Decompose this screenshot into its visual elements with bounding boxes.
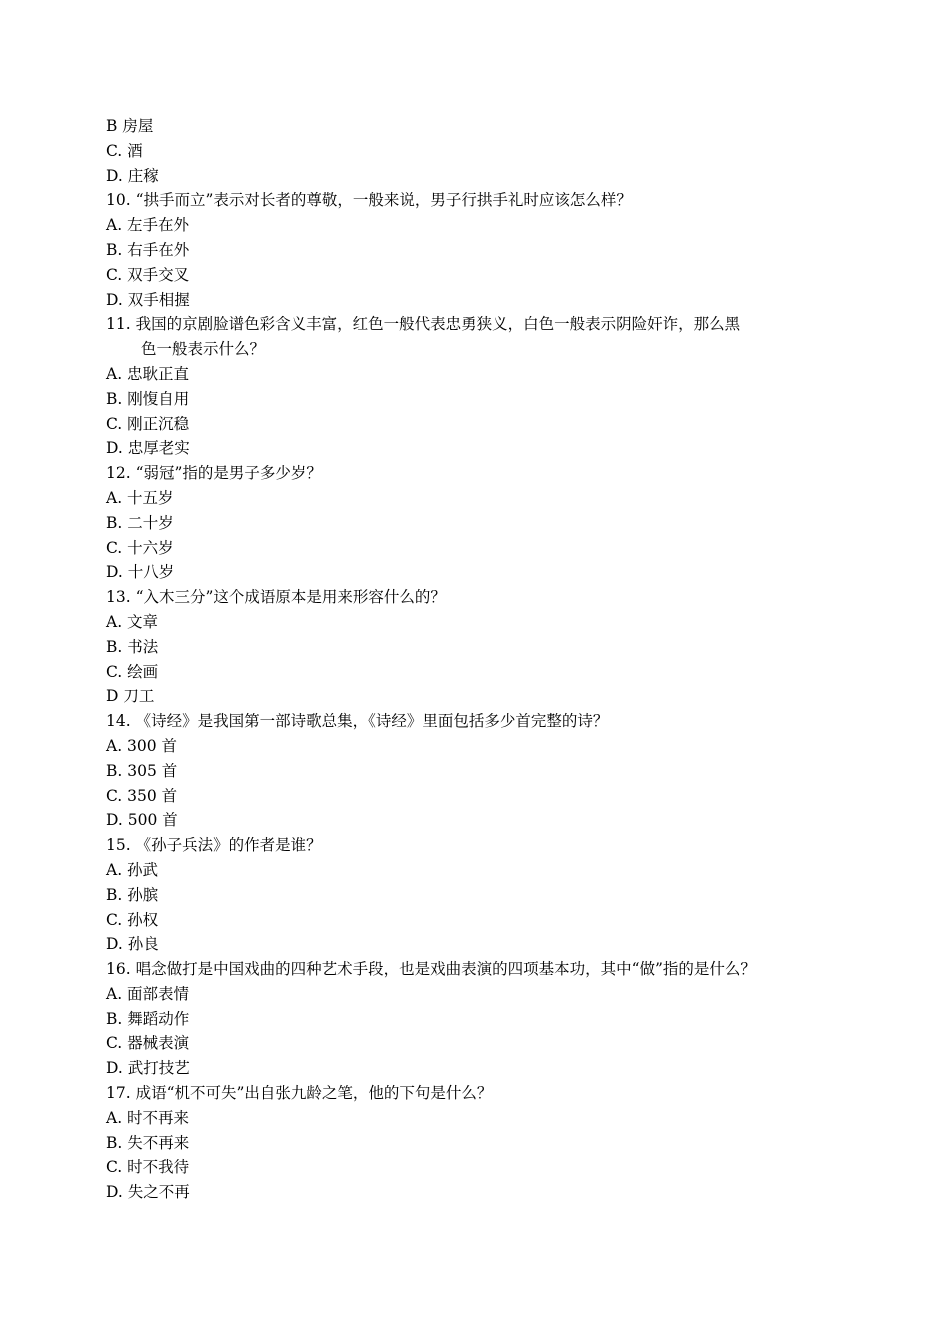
answer-option: D. 十八岁: [106, 563, 175, 582]
answer-option: B. 孙膑: [106, 885, 159, 904]
answer-option: C. 350 首: [106, 786, 178, 805]
answer-option: B. 右手在外: [106, 240, 190, 259]
answer-option: D. 双手相握: [106, 290, 190, 309]
answer-option: D. 孙良: [106, 935, 159, 954]
question-text: 11. 我国的京剧脸谱色彩含义丰富，红色一般代表忠勇狭义，白色一般表示阴险奸诈，那么黑: [106, 315, 741, 334]
answer-option: A. 十五岁: [106, 488, 174, 507]
question-text: 10. “拱手而立”表示对长者的尊敬，一般来说，男子行拱手礼时应该怎么样？: [106, 191, 632, 210]
answer-option: C. 双手交叉: [106, 265, 190, 284]
answer-option: B. 二十岁: [106, 513, 174, 532]
answer-option: A. 300 首: [106, 736, 178, 755]
answer-option: C. 绘画: [106, 662, 159, 681]
answer-option: D 刀工: [106, 687, 155, 706]
question-text: 17. 成语“机不可失”出自张九龄之笔，他的下句是什么？: [106, 1084, 493, 1103]
question-text: 15. 《孙子兵法》的作者是谁？: [106, 836, 322, 855]
answer-option: D. 失之不再: [106, 1183, 190, 1202]
answer-option: C. 孙权: [106, 910, 159, 929]
answer-option: D. 庄稼: [106, 166, 159, 185]
answer-option: C. 十六岁: [106, 538, 174, 557]
question-text-continuation: 色一般表示什么？: [141, 340, 266, 359]
answer-option: A. 面部表情: [106, 984, 190, 1003]
answer-option: B. 书法: [106, 637, 159, 656]
answer-option: D. 武打技艺: [106, 1059, 190, 1078]
answer-option: C. 酒: [106, 141, 143, 160]
answer-option: B. 失不再来: [106, 1133, 190, 1152]
answer-option: C. 时不我待: [106, 1158, 190, 1177]
answer-option: B. 刚愎自用: [106, 389, 190, 408]
answer-option: C. 刚正沉稳: [106, 414, 190, 433]
answer-option: A. 左手在外: [106, 216, 190, 235]
answer-option: D. 忠厚老实: [106, 439, 190, 458]
answer-option: A. 时不再来: [106, 1108, 190, 1127]
answer-option: D. 500 首: [106, 811, 178, 830]
answer-option: C. 器械表演: [106, 1034, 190, 1053]
question-text: 12. “弱冠”指的是男子多少岁？: [106, 464, 322, 483]
question-text: 14. 《诗经》是我国第一部诗歌总集，《诗经》里面包括多少首完整的诗？: [106, 712, 609, 731]
answer-option: A. 孙武: [106, 860, 159, 879]
document-body: [106, 114, 826, 1205]
answer-option: B 房屋: [106, 117, 154, 135]
answer-option: B. 舞蹈动作: [106, 1009, 190, 1028]
answer-option: A. 文章: [106, 612, 159, 631]
answer-option: A. 忠耿正直: [106, 364, 190, 383]
answer-option: B. 305 首: [106, 761, 178, 780]
question-text: 16. 唱念做打是中国戏曲的四种艺术手段，也是戏曲表演的四项基本功，其中“做”指的是什么？: [106, 960, 756, 979]
question-text: 13. “入木三分”这个成语原本是用来形容什么的？: [106, 588, 446, 607]
